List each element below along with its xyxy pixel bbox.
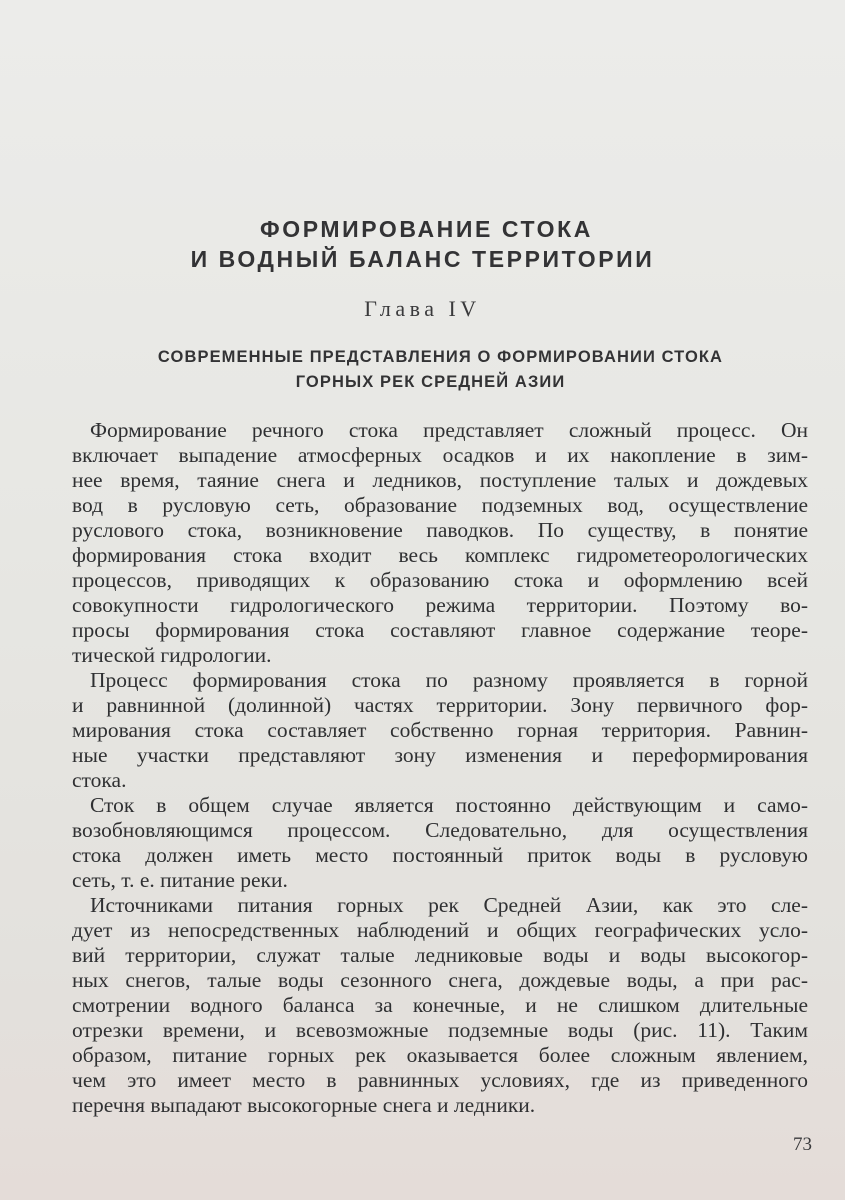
text-line: вий территории, служат талые ледниковые воды и воды высокогор-	[72, 943, 808, 967]
text-line: дует из непосредственных наблюдений и общих географических усло-	[72, 918, 808, 942]
text-line: процессов, приводящих к образованию стока и оформлению всей	[72, 568, 808, 592]
part-title-line-1: ФОРМИРОВАНИЕ СТОКА	[260, 216, 593, 242]
text-line: Формирование речного стока представляет сложный процесс. Он	[90, 418, 808, 442]
text-line: включает выпадение атмосферных осадков и их накопление в зим-	[72, 443, 808, 467]
text-line: стока должен иметь место постоянный приток воды в русловую	[72, 843, 808, 867]
chapter-heading: Глава IV	[364, 296, 481, 321]
text-line: Сток в общем случае является постоянно действующим и само-	[90, 793, 808, 817]
text-line: нее время, таяние снега и ледников, поступление талых и дождевых	[72, 468, 808, 492]
page-number: 73	[793, 1134, 812, 1155]
text-line: стока.	[72, 768, 127, 792]
text-line: формирования стока входит весь комплекс гидрометеорологических	[72, 543, 808, 567]
text-line: ные участки представляют зону изменения и переформирования	[72, 743, 808, 767]
text-line: мирования стока составляет собственно горная территория. Равнин-	[72, 718, 808, 742]
section-title-line-1: СОВРЕМЕННЫЕ ПРЕДСТАВЛЕНИЯ О ФОРМИРОВАНИИ СТОКА	[157, 348, 724, 366]
text-line: вод в русловую сеть, образование подземных вод, осуществление	[72, 493, 808, 517]
text-line: Процесс формирования стока по разному проявляется в горной	[90, 668, 808, 692]
text-line: сеть, т. е. питание реки.	[72, 868, 288, 892]
text-line: отрезки времени, и всевозможные подземные воды (рис. 11). Таким	[72, 1018, 808, 1042]
text-line: возобновляющимся процессом. Следовательно, для осуществления	[72, 818, 808, 842]
text-line: просы формирования стока составляют главное содержание теоре-	[72, 618, 808, 642]
text-line: смотрении водного баланса за конечные, и не слишком длительные	[72, 993, 808, 1017]
text-line: ных снегов, талые воды сезонного снега, дождевые воды, а при рас-	[72, 968, 808, 992]
text-line: тической гидрологии.	[72, 643, 272, 667]
part-title-line-2: И ВОДНЫЙ БАЛАНС ТЕРРИТОРИИ	[190, 246, 655, 272]
text-line: совокупности гидрологического режима территории. Поэтому во-	[72, 593, 808, 617]
text-line: перечня выпадают высокогорные снега и ледники.	[72, 1093, 536, 1117]
text-line: и равнинной (долинной) частях территории. Зону первичного фор-	[72, 693, 808, 717]
text-line: Источниками питания горных рек Средней Азии, как это сле-	[90, 893, 808, 917]
section-title-line-2: ГОРНЫХ РЕК СРЕДНЕЙ АЗИИ	[295, 373, 566, 391]
text-line: руслового стока, возникновение паводков. По существу, в понятие	[72, 518, 808, 542]
text-line: чем это имеет место в равнинных условиях, где из приведенного	[72, 1068, 808, 1092]
text-line: образом, питание горных рек оказывается более сложным явлением,	[72, 1043, 808, 1067]
